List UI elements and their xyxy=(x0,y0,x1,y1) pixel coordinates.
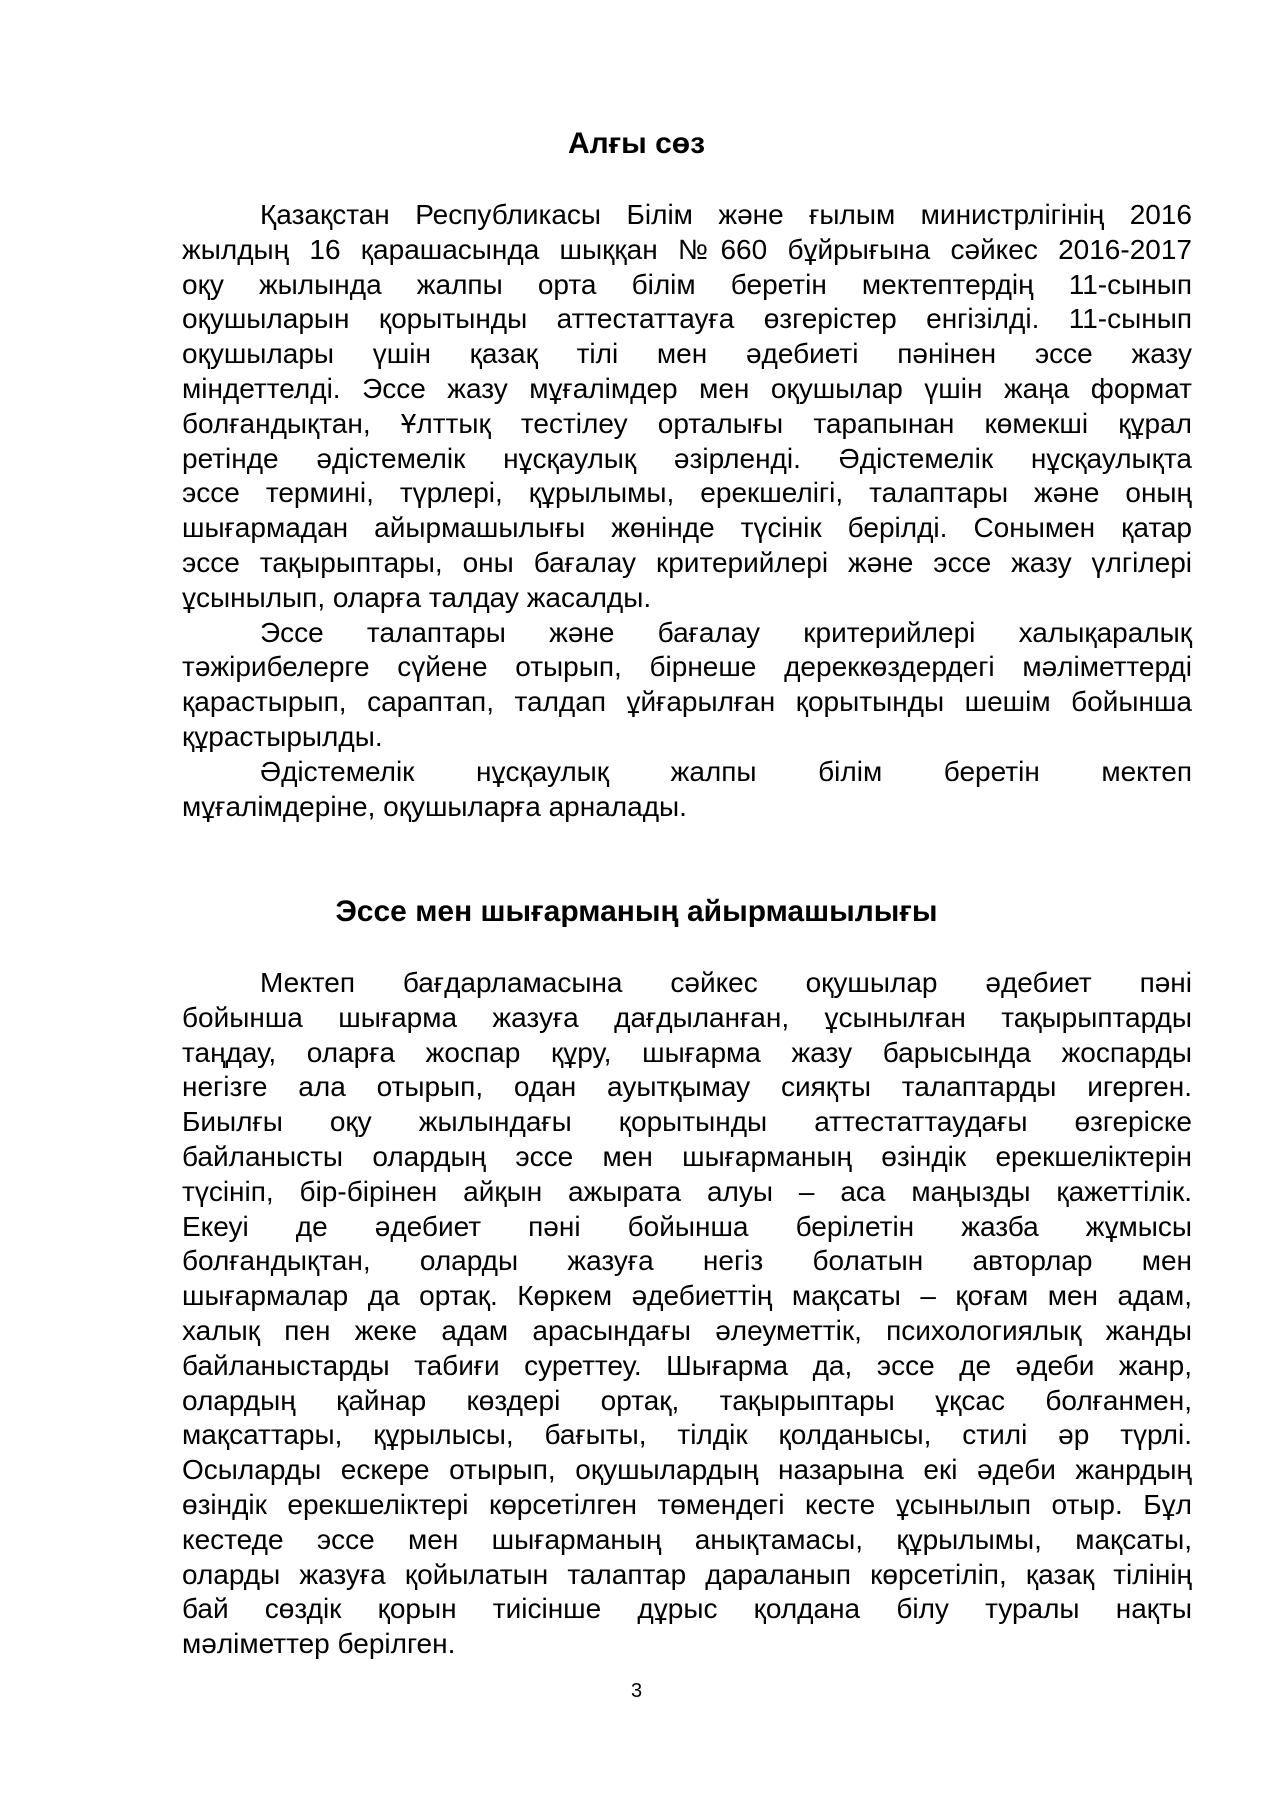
text-line: Эссе талаптары және бағалау критерийлері халықаралық xyxy=(260,616,1192,648)
text-line: Екеуі де әдебиет пәні бойынша берілетін жазба жұмысы xyxy=(182,1210,1192,1242)
text-line: Биылғы оқу жылындағы қорытынды аттестаттаудағы өзгеріске xyxy=(182,1106,1192,1138)
text-line: оқушыларын қорытынды аттестаттауға өзгерістер енгізілді. 11-сынып xyxy=(182,303,1192,335)
text-line: оларды жазуға қойылатын талаптар дараланып көрсетіліп, қазақ тілінің xyxy=(182,1558,1192,1590)
essay-vs-composition-body xyxy=(182,966,1192,1662)
text-line: халық пен жеке адам арасындағы әлеуметтік, психологиялық жанды xyxy=(182,1314,1192,1346)
text-line: олардың қайнар көздері ортақ, тақырыптары ұқсас болғанмен, xyxy=(182,1384,1192,1416)
text-line: ретінде әдістемелік нұсқаулық әзірленді. Әдістемелік нұсқаулықта xyxy=(182,442,1192,474)
foreword-body xyxy=(182,198,1192,824)
section-title-foreword: Алғы сөз xyxy=(567,127,706,160)
paragraph xyxy=(182,755,1192,825)
text-line: Осыларды ескере отырып, оқушылардың назарына екі әдеби жанрдың xyxy=(182,1454,1192,1486)
text-line: міндеттелді. Эссе жазу мұғалімдер мен оқушылар үшін жаңа формат xyxy=(182,372,1192,404)
page-number: 3 xyxy=(630,1680,643,1702)
text-line: негізге ала отырып, одан ауытқымау сияқты талаптарды игерген. xyxy=(182,1071,1192,1103)
text-line: Мектеп бағдарламасына сәйкес оқушылар әдебиет пәні xyxy=(260,967,1192,998)
text-line: эссе термині, түрлері, құрылымы, ерекшелігі, талаптары және оның xyxy=(182,477,1192,509)
text-line: жылдың 16 қарашасында шыққан №660 бұйрығына сәйкес 2016-2017 xyxy=(182,233,1192,265)
paragraph xyxy=(182,966,1192,1662)
text-line: ұсынылып, оларға талдау жасалды. xyxy=(182,581,652,613)
text-line: оқушылары үшін қазақ тілі мен әдебиеті пәнінен эссе жазу xyxy=(182,338,1192,370)
text-line: таңдау, оларға жоспар құру, шығарма жазу барысында жоспарды xyxy=(182,1036,1192,1068)
text-line: мәліметтер берілген. xyxy=(182,1628,456,1660)
text-line: тәжірибелерге сүйене отырып, бірнеше дереккөздердегі мәліметтерді xyxy=(182,651,1192,683)
text-line: байланысты олардың эссе мен шығарманың өзіндік ерекшеліктерін xyxy=(182,1140,1192,1172)
section-title-essay-vs-composition: Эссе мен шығарманың айырмашылығы xyxy=(335,895,938,928)
text-line: түсініп, бір-бірінен айқын ажырата алуы – аса маңызды қажеттілік. xyxy=(182,1175,1192,1207)
text-line: кестеде эссе мен шығарманың анықтамасы, құрылымы, мақсаты, xyxy=(182,1523,1192,1555)
text-line: болғандықтан, Ұлттық тестілеу орталығы тарапынан көмекші құрал xyxy=(182,407,1192,439)
text-line: құрастырылды. xyxy=(182,720,383,752)
text-line: мақсаттары, құрылысы, бағыты, тілдік қолданысы, стилі әр түрлі. xyxy=(182,1419,1192,1451)
paragraph xyxy=(182,616,1192,755)
text-line: Қазақстан Республикасы Білім және ғылым министрлігінің 2016 xyxy=(260,199,1192,230)
text-line: бойынша шығарма жазуға дағдыланған, ұсынылған тақырыптарды xyxy=(182,1001,1192,1033)
text-line: бай сөздік қорын тиісінше дұрыс қолдана білу туралы нақты xyxy=(182,1593,1192,1625)
text-line: шығармалар да ортақ. Көркем әдебиеттің мақсаты – қоғам мен адам, xyxy=(182,1280,1192,1312)
text-line: мұғалімдеріне, оқушыларға арналады. xyxy=(182,790,687,822)
text-line: оқу жылында жалпы орта білім беретін мектептердің 11-сынып xyxy=(182,268,1192,300)
text-line: Әдістемелік нұсқаулық жалпы білім беретін мектеп xyxy=(260,755,1192,787)
text-line: болғандықтан, оларды жазуға негіз болатын авторлар мен xyxy=(182,1245,1192,1277)
text-line: өзіндік ерекшеліктері көрсетілген төмендегі кесте ұсынылып отыр. Бұл xyxy=(182,1488,1192,1520)
text-line: байланыстарды табиғи суреттеу. Шығарма да, эссе де әдеби жанр, xyxy=(182,1349,1192,1381)
text-line: шығармадан айырмашылығы жөнінде түсінік берілді. Сонымен қатар xyxy=(182,512,1192,544)
text-line: қарастырып, сараптап, талдап ұйғарылған қорытынды шешім бойынша xyxy=(182,686,1192,718)
text-line: эссе тақырыптары, оны бағалау критерийлері және эссе жазу үлгілері xyxy=(182,546,1192,578)
paragraph xyxy=(182,198,1192,616)
